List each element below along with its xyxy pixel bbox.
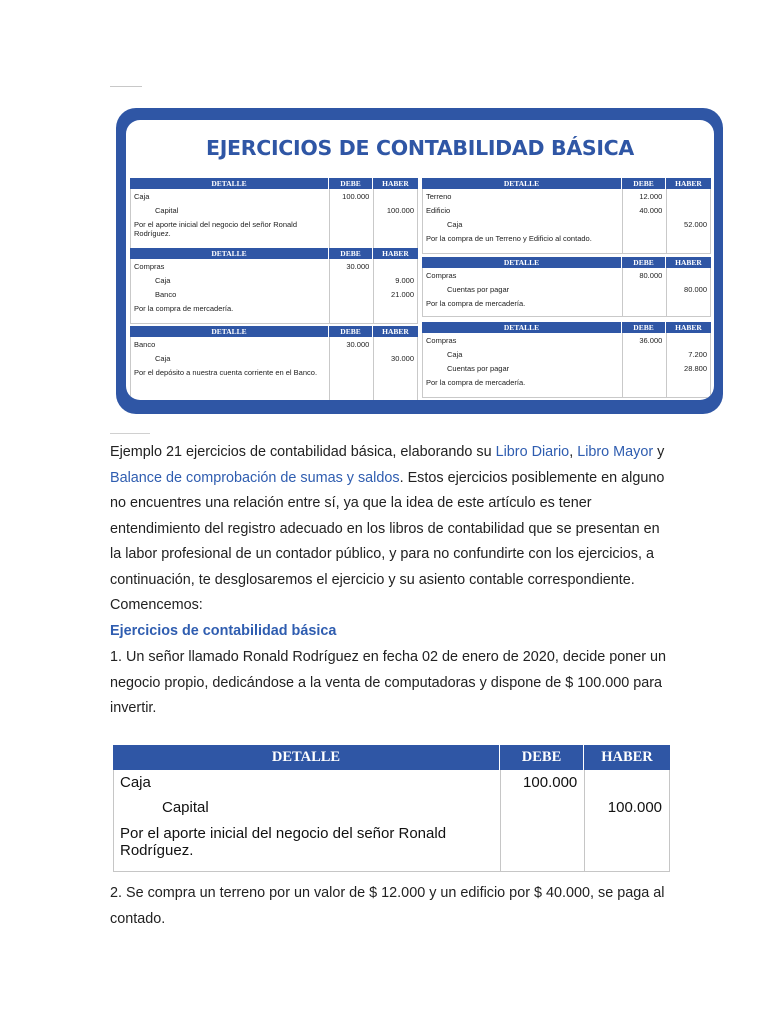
row-account: Caja xyxy=(120,774,151,791)
mini-table-header xyxy=(130,248,418,259)
row-haber: 28.800 xyxy=(684,363,707,373)
column-divider xyxy=(666,333,667,397)
row-account: Caja xyxy=(447,219,463,229)
row-account: Terreno xyxy=(426,191,452,201)
mini-table-header xyxy=(422,322,711,333)
header-detalle: DETALLE xyxy=(130,248,329,259)
table-row xyxy=(131,337,417,351)
row-description: Por la compra de un Terreno y Edificio al contado. xyxy=(426,234,592,243)
header-debe: DEBE xyxy=(500,745,584,770)
row-debe: 12.000 xyxy=(639,191,663,201)
header-debe: DEBE xyxy=(329,248,373,259)
row-description: Por el aporte inicial del negocio del señor Ronald Rodríguez. xyxy=(120,825,447,859)
header-debe: DEBE xyxy=(622,178,666,189)
row-debe: 30.000 xyxy=(346,261,370,271)
intro-sep: y xyxy=(653,444,665,460)
mini-journal-table xyxy=(130,248,418,324)
balance-link[interactable]: Balance de comprobación de sumas y saldos xyxy=(110,469,400,486)
row-account: Banco xyxy=(134,339,156,349)
row-haber: 80.000 xyxy=(684,284,707,294)
intro-text: Ejemplo 21 ejercicios de contabilidad básica, elaborando su xyxy=(110,444,496,460)
row-description: Por la compra de mercadería. xyxy=(134,304,234,313)
row-debe: 80.000 xyxy=(639,270,663,280)
row-account: Caja xyxy=(155,275,171,285)
journal-table-body xyxy=(113,770,670,872)
row-description: Por la compra de mercadería. xyxy=(426,299,526,308)
mini-journal-table xyxy=(130,326,418,400)
header-detalle: DETALLE xyxy=(130,326,329,337)
row-account: Edificio xyxy=(426,205,451,215)
header-detalle: DETALLE xyxy=(130,178,329,189)
column-divider xyxy=(500,770,501,871)
banner-panel xyxy=(126,120,714,400)
row-debe: 100.000 xyxy=(342,191,370,201)
table-row xyxy=(131,259,417,273)
mini-table-body xyxy=(130,189,418,254)
libro-diario-link[interactable]: Libro Diario xyxy=(495,444,570,460)
mini-table-body xyxy=(422,268,711,317)
row-haber: 21.000 xyxy=(391,289,414,299)
section-heading: Ejercicios de contabilidad básica xyxy=(110,623,337,639)
column-divider xyxy=(373,337,374,400)
intro-text: . Estos ejercicios posiblemente en alguno no encuentres una relación entre sí, ya que la idea de este artículo es tener entendimiento del registro adecuado en los libros de contabilidad que se presentan en la labor profesional de un contador público, y para no confundirte con los ejercicios, a continuación, te desglosaremos el ejercicio y su asiento contable correspondiente. xyxy=(110,469,665,588)
header-haber: HABER xyxy=(675,323,702,332)
table-row xyxy=(114,795,669,820)
table-row xyxy=(131,273,417,287)
banner-image xyxy=(116,108,723,414)
header-debe: DEBE xyxy=(622,322,666,333)
table-row xyxy=(114,770,669,795)
header-detalle: DETALLE xyxy=(422,257,622,268)
row-account: Compras xyxy=(426,270,457,280)
column-divider xyxy=(329,189,330,253)
row-account: Capital xyxy=(162,799,209,816)
top-divider xyxy=(110,86,142,87)
header-haber: HABER xyxy=(601,749,653,765)
header-haber: HABER xyxy=(675,258,702,267)
row-account: Caja xyxy=(134,191,150,201)
row-description: Por la compra de mercadería. xyxy=(426,378,526,387)
row-haber: 30.000 xyxy=(391,353,414,363)
row-account: Caja xyxy=(155,353,171,363)
row-haber: 100.000 xyxy=(607,799,663,816)
row-account: Caja xyxy=(447,349,463,359)
row-account: Compras xyxy=(426,335,457,345)
mini-table-body xyxy=(422,333,711,398)
header-debe: DEBE xyxy=(329,326,373,337)
row-debe: 40.000 xyxy=(639,205,663,215)
table-row xyxy=(131,287,417,301)
mini-table-body xyxy=(130,259,418,324)
header-haber: HABER xyxy=(382,249,409,258)
column-divider xyxy=(329,259,330,323)
row-account: Banco xyxy=(155,289,177,299)
banner-title: EJERCICIOS DE CONTABILIDAD BÁSICA xyxy=(205,136,634,160)
column-divider xyxy=(622,333,623,397)
mini-table-header xyxy=(422,257,711,268)
mini-table-body xyxy=(130,337,418,400)
header-debe: DEBE xyxy=(622,257,666,268)
table-row xyxy=(131,189,417,203)
row-account: Cuentas por pagar xyxy=(447,363,510,373)
exercise-2-text: 2. Se compra un terreno por un valor de $ 12.000 y un edificio por $ 40.000, se paga al contado. xyxy=(110,885,665,927)
column-divider xyxy=(584,770,585,871)
mini-table-header xyxy=(130,326,418,337)
column-divider xyxy=(666,268,667,316)
row-haber: 52.000 xyxy=(684,219,707,229)
row-description: Por el aporte inicial del negocio del señor Ronald Rodríguez. xyxy=(134,220,298,238)
column-divider xyxy=(622,189,623,253)
intro-paragraph xyxy=(110,440,670,593)
intro-sep: , xyxy=(569,444,578,460)
mini-table-header xyxy=(422,178,711,189)
column-divider xyxy=(373,189,374,253)
row-haber: 9.000 xyxy=(395,275,414,285)
mini-table-body xyxy=(422,189,711,254)
mini-table-header xyxy=(130,178,418,189)
column-divider xyxy=(666,189,667,253)
header-haber: HABER xyxy=(382,179,409,188)
row-haber: 100.000 xyxy=(386,205,414,215)
column-divider xyxy=(329,337,330,400)
libro-mayor-link[interactable]: Libro Mayor xyxy=(577,444,654,460)
column-divider xyxy=(373,259,374,323)
journal-table-header xyxy=(113,745,670,770)
header-haber: HABER xyxy=(382,327,409,336)
exercise-1-text: 1. Un señor llamado Ronald Rodríguez en fecha 02 de enero de 2020, decide poner un negocio propio, dedicándose a la venta de computadoras y dispone de $ 100.000 para invertir. xyxy=(110,649,667,716)
row-account: Cuentas por pagar xyxy=(447,284,510,294)
row-account: Capital xyxy=(155,205,179,215)
mini-journal-table xyxy=(130,178,418,254)
row-description: Por el depósito a nuestra cuenta corriente en el Banco. xyxy=(134,368,318,377)
intro-closing: Comencemos: xyxy=(110,597,203,613)
mini-journal-table xyxy=(422,178,711,254)
row-debe: 36.000 xyxy=(639,335,663,345)
column-divider xyxy=(622,268,623,316)
header-debe: DEBE xyxy=(329,178,373,189)
table-row xyxy=(131,351,417,365)
mini-journal-table xyxy=(422,257,711,317)
table-row xyxy=(131,203,417,217)
header-detalle: DETALLE xyxy=(422,178,622,189)
row-debe: 100.000 xyxy=(523,774,578,791)
mid-divider xyxy=(110,433,150,434)
header-haber: HABER xyxy=(675,179,702,188)
header-detalle: DETALLE xyxy=(113,745,500,770)
journal-table xyxy=(113,745,670,872)
row-account: Compras xyxy=(134,261,165,271)
header-detalle: DETALLE xyxy=(422,322,622,333)
row-debe: 30.000 xyxy=(346,339,370,349)
mini-journal-table xyxy=(422,322,711,398)
row-haber: 7.200 xyxy=(688,349,707,359)
